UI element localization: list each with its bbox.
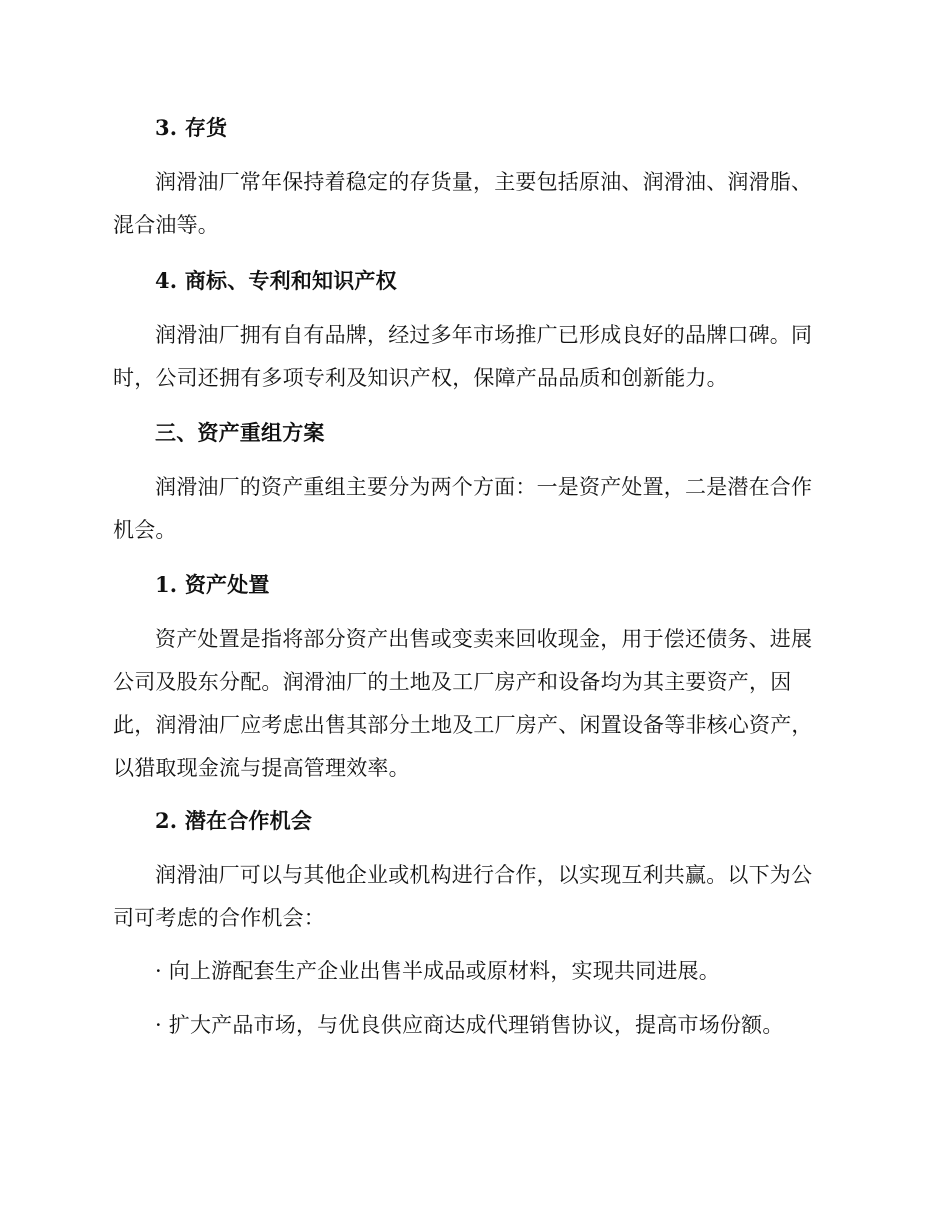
paragraph-cooperation: 润滑油厂可以与其他企业或机构进行合作，以实现互利共赢。以下为公司可考虑的合作机会： (113, 863, 813, 930)
heading-cooperation: 2. 潜在合作机会 (155, 808, 313, 833)
heading-inventory: 3. 存货 (155, 115, 228, 140)
list-item: · 向上游配套生产企业出售半成品或原材料，实现共同进展。 (155, 959, 720, 983)
paragraph-asset-disposal: 资产处置是指将部分资产出售或变卖来回收现金，用于偿还债务、进展公司及股东分配。润滑油厂的土地及工厂房产和设备均为其主要资产，因此，润滑油厂应考虑出售其部分土地及工厂房产、闲置设备等非核心资产，以猎取现金流与提高管理效率。 (113, 627, 813, 780)
paragraph-inventory: 润滑油厂常年保持着稳定的存货量，主要包括原油、润滑油、润滑脂、混合油等。 (113, 170, 813, 237)
heading-asset-disposal: 1. 资产处置 (155, 572, 270, 597)
paragraph-trademark-ip: 润滑油厂拥有自有品牌，经过多年市场推广已形成良好的品牌口碑。同时，公司还拥有多项专利及知识产权，保障产品品质和创新能力。 (113, 323, 813, 390)
heading-restructuring-plan: 三、资产重组方案 (155, 420, 325, 445)
list-item: · 扩大产品市场，与优良供应商达成代理销售协议，提高市场份额。 (155, 1013, 784, 1037)
paragraph-restructuring-plan: 润滑油厂的资产重组主要分为两个方面：一是资产处置，二是潜在合作机会。 (113, 475, 813, 542)
heading-trademark-ip: 4. 商标、专利和知识产权 (155, 268, 397, 293)
